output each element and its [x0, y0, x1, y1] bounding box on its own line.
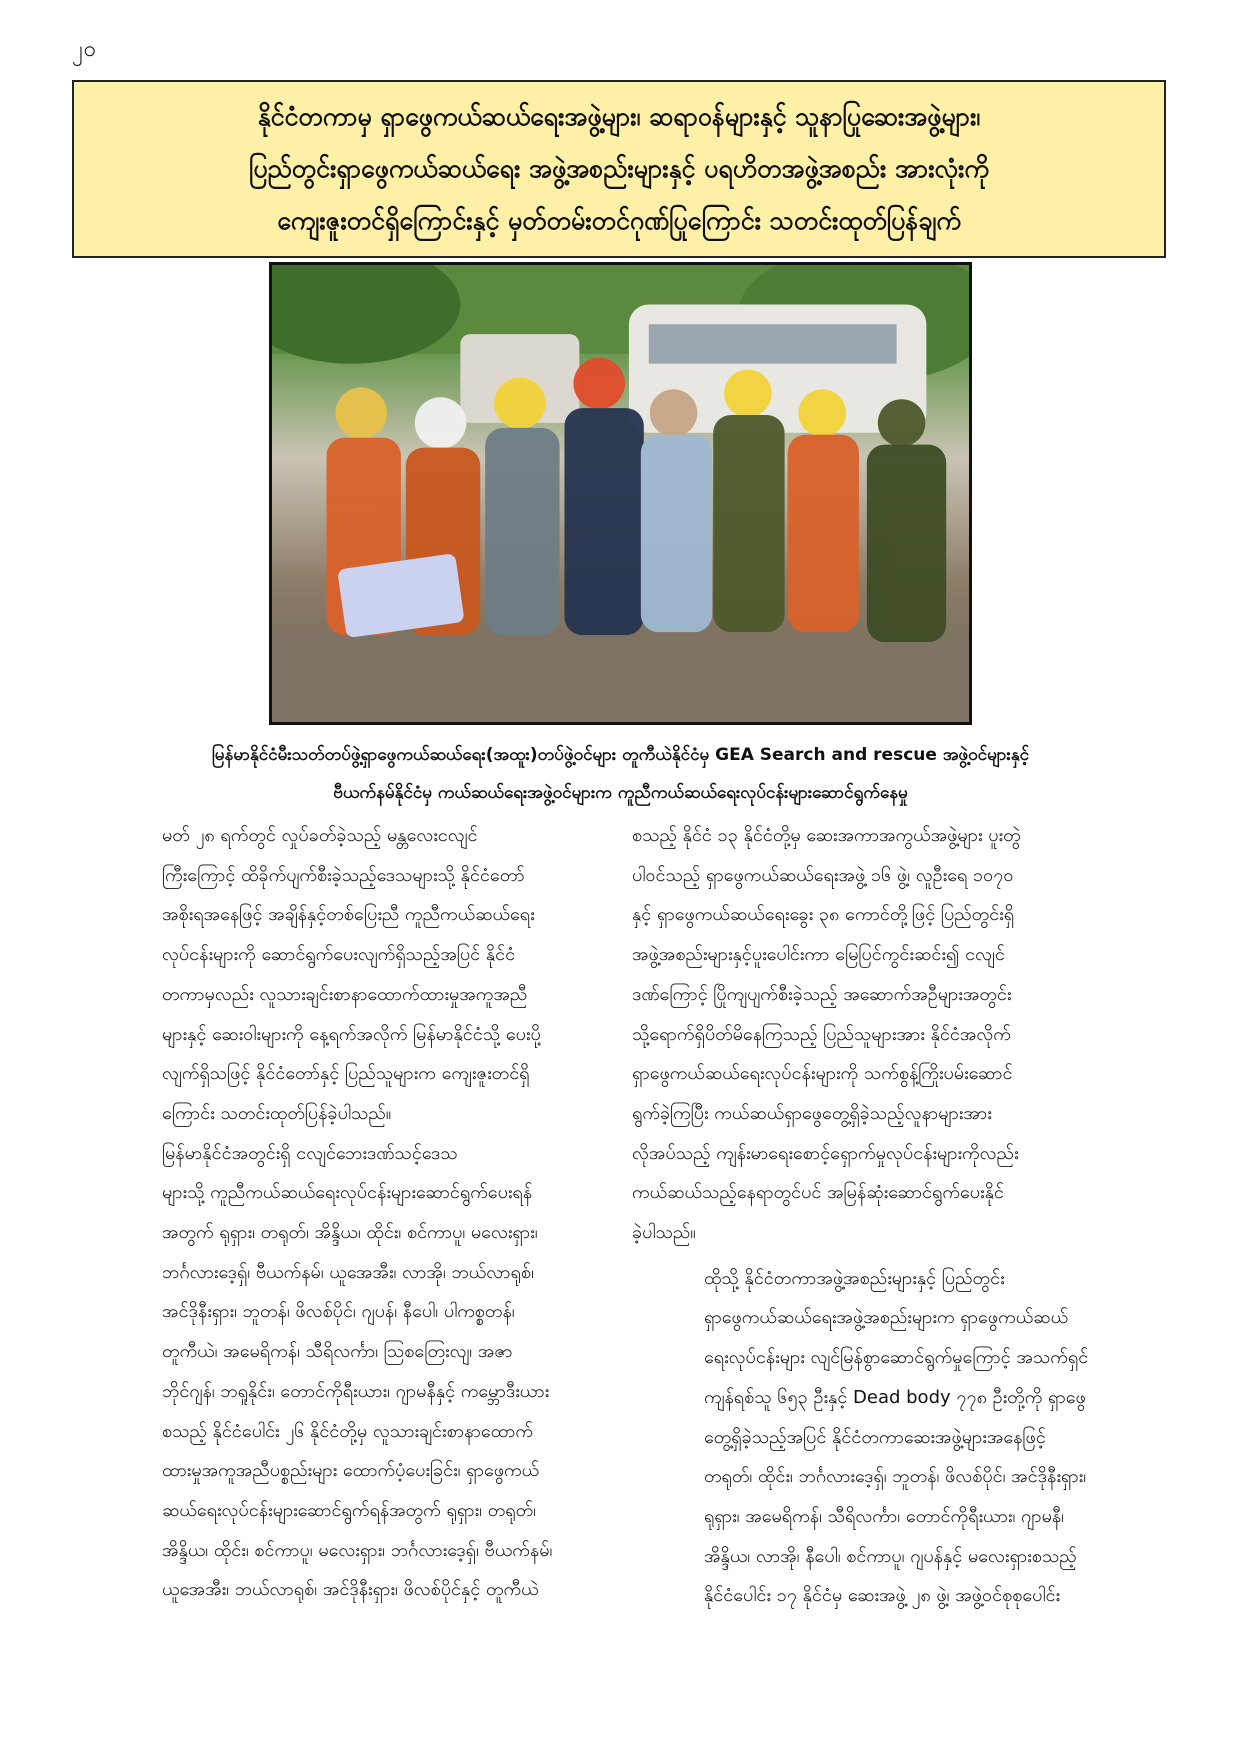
- text-line: တကာမှလည်း လူသားချင်းစာနာထောက်ထားမှုအကူအညီ: [162, 983, 528, 1005]
- text-line: သို့ရောက်ရှိပိတ်မိနေကြသည့် ပြည်သူများအား နိုင်ငံအလိုက်: [632, 1023, 1011, 1045]
- text-line: တူကီယဲ၊ အမေရိကန်၊ သီရိလင်္ကာ၊ ဩစတြေးလျ၊ အဇာ: [162, 1341, 513, 1363]
- text-line: အတွက် ရုရှား၊ တရုတ်၊ အိန္ဒိယ၊ ထိုင်း၊ စင်ကာပူ၊ မလေးရှား၊: [162, 1222, 538, 1244]
- text-line: ရုရှား၊ အမေရိကန်၊ သီရိလင်္ကာ၊ တောင်ကိုရီးယား၊ ဂျာမနီ၊: [704, 1505, 1065, 1527]
- text-line: ယူအေအီး၊ ဘယ်လာရုစ်၊ အင်ဒိုနီးရှား၊ ဖိလစ်ပိုင်နှင့် တူကီယဲ: [162, 1579, 539, 1601]
- text-line: အင်ဒိုနီးရှား၊ ဘူတန်၊ ဖိလစ်ပိုင်၊ ဂျပန်၊ နီပေါ၊ ပါကစ္စတန်၊: [162, 1301, 515, 1323]
- caption-line: ဗီယက်နမ်နိုင်ငံမှ ကယ်ဆယ်ရေးအဖွဲ့ဝင်များက ကူညီကယ်ဆယ်ရေးလုပ်ငန်းများဆောင်ရွက်နေမှု: [333, 783, 908, 803]
- text-line: အဖွဲ့အစည်းများနှင့်ပူးပေါင်းကာ မြေပြင်ကွင်းဆင်း၍ ငလျင်: [632, 944, 1005, 966]
- text-line: အိန္ဒိယ၊ ထိုင်း၊ စင်ကာပူ၊ မလေးရှား၊ ဘင်္ဂလားဒေ့ရှ်၊ ဗီယက်နမ်၊: [162, 1539, 553, 1561]
- text-line: တွေ့ရှိခဲ့သည့်အပြင် နိုင်ငံတကာဆေးအဖွဲ့များအနေဖြင့်: [704, 1426, 1046, 1448]
- text-line: ရှာဖွေကယ်ဆယ်ရေးလုပ်ငန်းများကို သက်စွန့်ကြိုးပမ်းဆောင်: [632, 1063, 1013, 1085]
- text-line: ရွက်ခဲ့ကြပြီး ကယ်ဆယ်ရှာဖွေတွေ့ရှိခဲ့သည့်လူနာများအား: [632, 1102, 992, 1124]
- rescue-team-photo: [269, 262, 972, 725]
- text-line: များနှင့် ဆေးဝါးများကို နေ့ရက်အလိုက် မြန်မာနိုင်ငံသို့ ပေးပို့: [162, 1023, 541, 1045]
- text-line: မတ် ၂၈ ရက်တွင် လှုပ်ခတ်ခဲ့သည့် မန္တလေးငလျင်: [162, 825, 478, 846]
- text-line: တရုတ်၊ ထိုင်း၊ ဘင်္ဂလားဒေ့ရှ်၊ ဘူတန်၊ ဖိလစ်ပိုင်၊ အင်ဒိုနီးရှား၊: [704, 1466, 1087, 1488]
- text-line: များသို့ ကူညီကယ်ဆယ်ရေးလုပ်ငန်းများဆောင်ရွက်ပေးရန်: [162, 1182, 533, 1204]
- text-line: လျက်ရှိသဖြင့် နိုင်ငံတော်နှင့် ပြည်သူများက ကျေးဇူးတင်ရှိ: [162, 1063, 530, 1085]
- paragraph: [90, 816, 610, 1134]
- text-line: ကျန်ရစ်သူ ၆၅၃ ဦးနှင့် Dead body ၇၇၈ ဦးတို့ကို ရှာဖွေ: [704, 1386, 1086, 1408]
- text-line: ကယ်ဆယ်သည့်နေရာတွင်ပင် အမြန်ဆုံးဆောင်ရွက်ပေးနိုင်: [632, 1182, 1004, 1204]
- text-line: ရှာဖွေကယ်ဆယ်ရေးအဖွဲ့အစည်းများက ရှာဖွေကယ်ဆယ်: [704, 1307, 1069, 1329]
- paragraph: [632, 816, 1152, 1253]
- text-line: ဒဏ်ကြောင့် ပြိုကျပျက်စီးခဲ့သည့် အဆောက်အဦများအတွင်း: [632, 983, 1012, 1005]
- text-line: နိုင်ငံပေါင်း ၁၇ နိုင်ငံမှ ဆေးအဖွဲ့ ၂၈ ဖွဲ့၊ အဖွဲ့ဝင်စုစုပေါင်း: [704, 1585, 1061, 1607]
- text-line: လိုအပ်သည့် ကျန်းမာရေးစောင့်ရှောက်မှုလုပ်ငန်းများကိုလည်း: [632, 1142, 1019, 1164]
- headline-box: [72, 80, 1166, 258]
- text-line: ကြီးကြောင့် ထိခိုက်ပျက်စီးခဲ့သည့်ဒေသများသို့ နိုင်ငံတော်: [162, 864, 525, 886]
- headline-line: နိုင်ငံတကာမှ ရှာဖွေကယ်ဆယ်ရေးအဖွဲ့များ၊ ဆရာဝန်များနှင့် သူနာပြုဆေးအဖွဲ့များ၊: [257, 102, 981, 131]
- text-line: စသည့် နိုင်ငံ ၁၃ နိုင်ငံတို့မှ ဆေးအကာအကွယ်အဖွဲ့များ ပူးတွဲ: [632, 825, 1021, 846]
- text-line: ခဲ့ပါသည်။: [632, 1222, 696, 1244]
- text-line: ရေးလုပ်ငန်းများ လျင်မြန်စွာဆောင်ရွက်မှုကြောင့် အသက်ရှင်: [704, 1347, 1089, 1369]
- caption-line: မြန်မာနိုင်ငံမီးသတ်တပ်ဖွဲ့ရှာဖွေကယ်ဆယ်ရေး(အထူး)တပ်ဖွဲ့ဝင်များ တူကီယဲနိုင်ငံမှ GEA Search and rescue အဖွဲ့ဝင်များနှင့်: [211, 745, 1030, 765]
- text-line: ဘင်္ဂလားဒေ့ရှ်၊ ဗီယက်နမ်၊ ယူအေအီး၊ လာအို၊ ဘယ်လာရုစ်၊: [162, 1261, 534, 1283]
- text-line: လုပ်ငန်းများကို ဆောင်ရွက်ပေးလျက်ရှိသည့်အပြင် နိုင်ငံ: [162, 944, 516, 966]
- text-line: မြန်မာနိုင်ငံအတွင်းရှိ ငလျင်ဘေးဒဏ်သင့်ဒေသ: [162, 1142, 458, 1164]
- paragraph: [90, 1134, 610, 1610]
- right-column: [632, 816, 1152, 1616]
- text-line: အစိုးရအနေဖြင့် အချိန်နှင့်တစ်ပြေးညီ ကူညီကယ်ဆယ်ရေး: [162, 904, 535, 926]
- text-line: ဆယ်ရေးလုပ်ငန်းများဆောင်ရွက်ရန်အတွက် ရုရှား၊ တရုတ်၊: [162, 1499, 536, 1521]
- text-line: အိန္ဒိယ၊ လာအို၊ နီပေါ၊ စင်ကာပူ၊ ဂျပန်နှင့် မလေးရှားစသည့်: [704, 1545, 1077, 1567]
- headline-line: ပြည်တွင်းရှာဖွေကယ်ဆယ်ရေး အဖွဲ့အစည်းများနှင့် ပရဟိတအဖွဲ့အစည်း အားလုံးကို: [249, 154, 989, 183]
- text-line: ကြောင်း သတင်းထုတ်ပြန်ခဲ့ပါသည်။: [162, 1102, 392, 1124]
- page-number: ၂၀: [72, 37, 98, 62]
- headline-line: ကျေးဇူးတင်ရှိကြောင်းနှင့် မှတ်တမ်းတင်ဂုဏ်ပြုကြောင်း သတင်းထုတ်ပြန်ချက်: [277, 206, 961, 235]
- paragraph: [632, 1259, 1152, 1616]
- text-line: ထားမှုအကူအညီပစ္စည်းများ ထောက်ပံ့ပေးခြင်း၊ ရှာဖွေကယ်: [162, 1460, 540, 1482]
- text-line: နှင့် ရှာဖွေကယ်ဆယ်ရေးခွေး ၃၈ ကောင်တို့ဖြင့် ပြည်တွင်းရှိ: [632, 904, 1015, 926]
- text-line: စသည့် နိုင်ငံပေါင်း ၂၆ နိုင်ငံတို့မှ လူသားချင်းစာနာထောက်: [162, 1420, 534, 1442]
- rescue-team-photo-illustration: [272, 265, 969, 722]
- left-column: [90, 816, 610, 1610]
- text-line: ပါဝင်သည့် ရှာဖွေကယ်ဆယ်ရေးအဖွဲ့ ၁၆ ဖွဲ့၊ လူဦးရေ ၁၀၇၀: [632, 864, 1014, 886]
- text-line: ဘိုင်ဂျန်၊ ဘရူနိုင်း၊ တောင်ကိုရီးယား၊ ဂျာမနီနှင့် ကမ္ဘောဒီးယား: [162, 1380, 550, 1402]
- photo-caption: [60, 736, 1181, 812]
- text-line: ထိုသို့ နိုင်ငံတကာအဖွဲ့အစည်းများနှင့် ပြည်တွင်း: [704, 1267, 1005, 1289]
